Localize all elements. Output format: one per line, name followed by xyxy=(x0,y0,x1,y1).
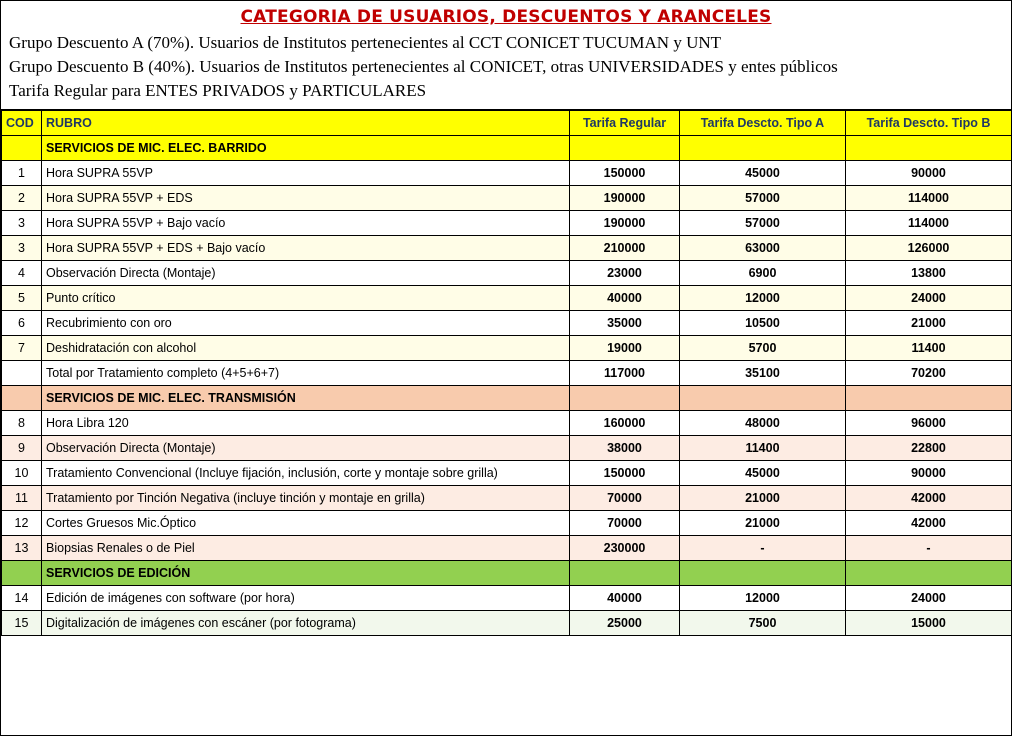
cell-rubro: Cortes Gruesos Mic.Óptico xyxy=(42,511,570,536)
cell-cod: 9 xyxy=(2,436,42,461)
page-title: CATEGORIA DE USUARIOS, DESCUENTOS Y ARANCELES xyxy=(240,7,772,27)
cell-rubro: Hora SUPRA 55VP + EDS + Bajo vacío xyxy=(42,236,570,261)
cell-rubro: Observación Directa (Montaje) xyxy=(42,261,570,286)
cell-tarifa-tipo-a: 48000 xyxy=(680,411,846,436)
cell-tarifa-tipo-a: 35100 xyxy=(680,361,846,386)
cell-tarifa-regular: 150000 xyxy=(570,161,680,186)
cell-cod: 15 xyxy=(2,611,42,636)
cell-cod: 10 xyxy=(2,461,42,486)
table-row xyxy=(2,261,1012,286)
table-row xyxy=(2,586,1012,611)
table-row xyxy=(2,161,1012,186)
cell-cod xyxy=(2,561,42,586)
cell-rubro: Hora Libra 120 xyxy=(42,411,570,436)
cell-tarifa-tipo-b: 114000 xyxy=(846,186,1012,211)
cell-tarifa-tipo-b: 15000 xyxy=(846,611,1012,636)
intro-text xyxy=(1,31,1011,109)
cell-tarifa-tipo-a: 7500 xyxy=(680,611,846,636)
table-section-row xyxy=(2,136,1012,161)
cell-rubro: Edición de imágenes con software (por hora) xyxy=(42,586,570,611)
table-row xyxy=(2,461,1012,486)
cell-cod: 7 xyxy=(2,336,42,361)
intro-line-a: Grupo Descuento A (70%). Usuarios de Institutos pertenecientes al CCT CONICET TUCUMAN y UNT xyxy=(9,33,722,52)
table-row xyxy=(2,411,1012,436)
cell-tarifa-regular: 160000 xyxy=(570,411,680,436)
cell-tarifa-regular: 210000 xyxy=(570,236,680,261)
table-row xyxy=(2,486,1012,511)
cell-tarifa-tipo-b: 90000 xyxy=(846,161,1012,186)
table-header-row xyxy=(2,111,1012,136)
cell-rubro: Deshidratación con alcohol xyxy=(42,336,570,361)
cell-tarifa-regular: 23000 xyxy=(570,261,680,286)
cell-cod: 8 xyxy=(2,411,42,436)
table-row xyxy=(2,236,1012,261)
cell-tarifa-tipo-a: 6900 xyxy=(680,261,846,286)
cell-cod: 5 xyxy=(2,286,42,311)
document-header xyxy=(1,1,1011,110)
cell-tarifa-tipo-a: 11400 xyxy=(680,436,846,461)
cell-tarifa-tipo-a: 57000 xyxy=(680,211,846,236)
cell-tarifa-regular: 190000 xyxy=(570,186,680,211)
cell-cod: 12 xyxy=(2,511,42,536)
cell-tarifa-tipo-b: 126000 xyxy=(846,236,1012,261)
cell-tarifa-tipo-a: 12000 xyxy=(680,286,846,311)
cell-tarifa-tipo-a: 21000 xyxy=(680,511,846,536)
table-row xyxy=(2,211,1012,236)
cell-tarifa-tipo-b: - xyxy=(846,536,1012,561)
cell-cod: 3 xyxy=(2,211,42,236)
table-body xyxy=(2,136,1012,636)
cell-cod xyxy=(2,136,42,161)
column-header-rubro: RUBRO xyxy=(42,111,570,136)
cell-section-title: SERVICIOS DE MIC. ELEC. BARRIDO xyxy=(42,136,570,161)
table-section-row xyxy=(2,561,1012,586)
table-row xyxy=(2,336,1012,361)
cell-tarifa-regular: 150000 xyxy=(570,461,680,486)
cell-tarifa-regular xyxy=(570,561,680,586)
cell-tarifa-regular: 40000 xyxy=(570,586,680,611)
table-row xyxy=(2,611,1012,636)
column-header-tipo-b: Tarifa Descto. Tipo B xyxy=(846,111,1012,136)
cell-section-title: SERVICIOS DE MIC. ELEC. TRANSMISIÓN xyxy=(42,386,570,411)
cell-tarifa-tipo-b xyxy=(846,561,1012,586)
cell-cod: 6 xyxy=(2,311,42,336)
table-row xyxy=(2,286,1012,311)
cell-tarifa-tipo-b: 24000 xyxy=(846,586,1012,611)
cell-tarifa-tipo-a: 10500 xyxy=(680,311,846,336)
table-header xyxy=(2,111,1012,136)
cell-cod: 2 xyxy=(2,186,42,211)
cell-tarifa-tipo-b: 70200 xyxy=(846,361,1012,386)
cell-cod: 11 xyxy=(2,486,42,511)
cell-tarifa-regular: 40000 xyxy=(570,286,680,311)
cell-tarifa-regular: 190000 xyxy=(570,211,680,236)
table-row xyxy=(2,311,1012,336)
cell-cod: 3 xyxy=(2,236,42,261)
cell-tarifa-tipo-b: 42000 xyxy=(846,486,1012,511)
cell-tarifa-regular xyxy=(570,386,680,411)
cell-rubro: Digitalización de imágenes con escáner (por fotograma) xyxy=(42,611,570,636)
cell-tarifa-tipo-b xyxy=(846,136,1012,161)
cell-rubro: Hora SUPRA 55VP xyxy=(42,161,570,186)
column-header-tipo-a: Tarifa Descto. Tipo A xyxy=(680,111,846,136)
cell-cod xyxy=(2,361,42,386)
cell-tarifa-regular: 70000 xyxy=(570,511,680,536)
cell-tarifa-tipo-b: 11400 xyxy=(846,336,1012,361)
cell-tarifa-tipo-b: 22800 xyxy=(846,436,1012,461)
cell-tarifa-tipo-b: 96000 xyxy=(846,411,1012,436)
cell-tarifa-tipo-b: 13800 xyxy=(846,261,1012,286)
table-row xyxy=(2,361,1012,386)
table-section-row xyxy=(2,386,1012,411)
intro-line-c: Tarifa Regular para ENTES PRIVADOS y PARTICULARES xyxy=(9,81,427,101)
cell-tarifa-tipo-a: 45000 xyxy=(680,461,846,486)
cell-cod xyxy=(2,386,42,411)
cell-rubro: Tratamiento por Tinción Negativa (incluye tinción y montaje en grilla) xyxy=(42,486,570,511)
rates-table xyxy=(1,110,1012,636)
cell-tarifa-tipo-b: 24000 xyxy=(846,286,1012,311)
cell-tarifa-tipo-a: 63000 xyxy=(680,236,846,261)
cell-tarifa-tipo-b: 114000 xyxy=(846,211,1012,236)
cell-tarifa-regular xyxy=(570,136,680,161)
cell-rubro: Punto crítico xyxy=(42,286,570,311)
cell-rubro: Total por Tratamiento completo (4+5+6+7) xyxy=(42,361,570,386)
cell-tarifa-tipo-a: - xyxy=(680,536,846,561)
cell-cod: 4 xyxy=(2,261,42,286)
cell-tarifa-tipo-b: 42000 xyxy=(846,511,1012,536)
column-header-cod: COD xyxy=(2,111,42,136)
cell-tarifa-tipo-b xyxy=(846,386,1012,411)
cell-tarifa-tipo-a xyxy=(680,136,846,161)
cell-cod: 1 xyxy=(2,161,42,186)
cell-tarifa-tipo-a: 12000 xyxy=(680,586,846,611)
cell-rubro: Observación Directa (Montaje) xyxy=(42,436,570,461)
cell-tarifa-tipo-a xyxy=(680,561,846,586)
cell-rubro: Hora SUPRA 55VP + Bajo vacío xyxy=(42,211,570,236)
cell-tarifa-regular: 25000 xyxy=(570,611,680,636)
cell-tarifa-regular: 19000 xyxy=(570,336,680,361)
cell-tarifa-tipo-b: 21000 xyxy=(846,311,1012,336)
cell-section-title: SERVICIOS DE EDICIÓN xyxy=(42,561,570,586)
table-row xyxy=(2,186,1012,211)
cell-rubro: Hora SUPRA 55VP + EDS xyxy=(42,186,570,211)
cell-rubro: Recubrimiento con oro xyxy=(42,311,570,336)
cell-cod: 13 xyxy=(2,536,42,561)
cell-tarifa-regular: 230000 xyxy=(570,536,680,561)
table-row xyxy=(2,511,1012,536)
cell-tarifa-tipo-a: 57000 xyxy=(680,186,846,211)
cell-tarifa-tipo-b: 90000 xyxy=(846,461,1012,486)
cell-tarifa-regular: 70000 xyxy=(570,486,680,511)
column-header-regular: Tarifa Regular xyxy=(570,111,680,136)
cell-tarifa-tipo-a: 5700 xyxy=(680,336,846,361)
cell-tarifa-regular: 35000 xyxy=(570,311,680,336)
cell-tarifa-tipo-a xyxy=(680,386,846,411)
cell-tarifa-regular: 117000 xyxy=(570,361,680,386)
cell-rubro: Biopsias Renales o de Piel xyxy=(42,536,570,561)
cell-rubro: Tratamiento Convencional (Incluye fijación, inclusión, corte y montaje sobre grilla) xyxy=(42,461,570,486)
intro-line-b: Grupo Descuento B (40%). Usuarios de Institutos pertenecientes al CONICET, otras UNIVERSIDADES y entes públicos xyxy=(9,57,838,77)
cell-tarifa-tipo-a: 21000 xyxy=(680,486,846,511)
table-row xyxy=(2,436,1012,461)
cell-cod: 14 xyxy=(2,586,42,611)
cell-tarifa-tipo-a: 45000 xyxy=(680,161,846,186)
cell-tarifa-regular: 38000 xyxy=(570,436,680,461)
table-row xyxy=(2,536,1012,561)
